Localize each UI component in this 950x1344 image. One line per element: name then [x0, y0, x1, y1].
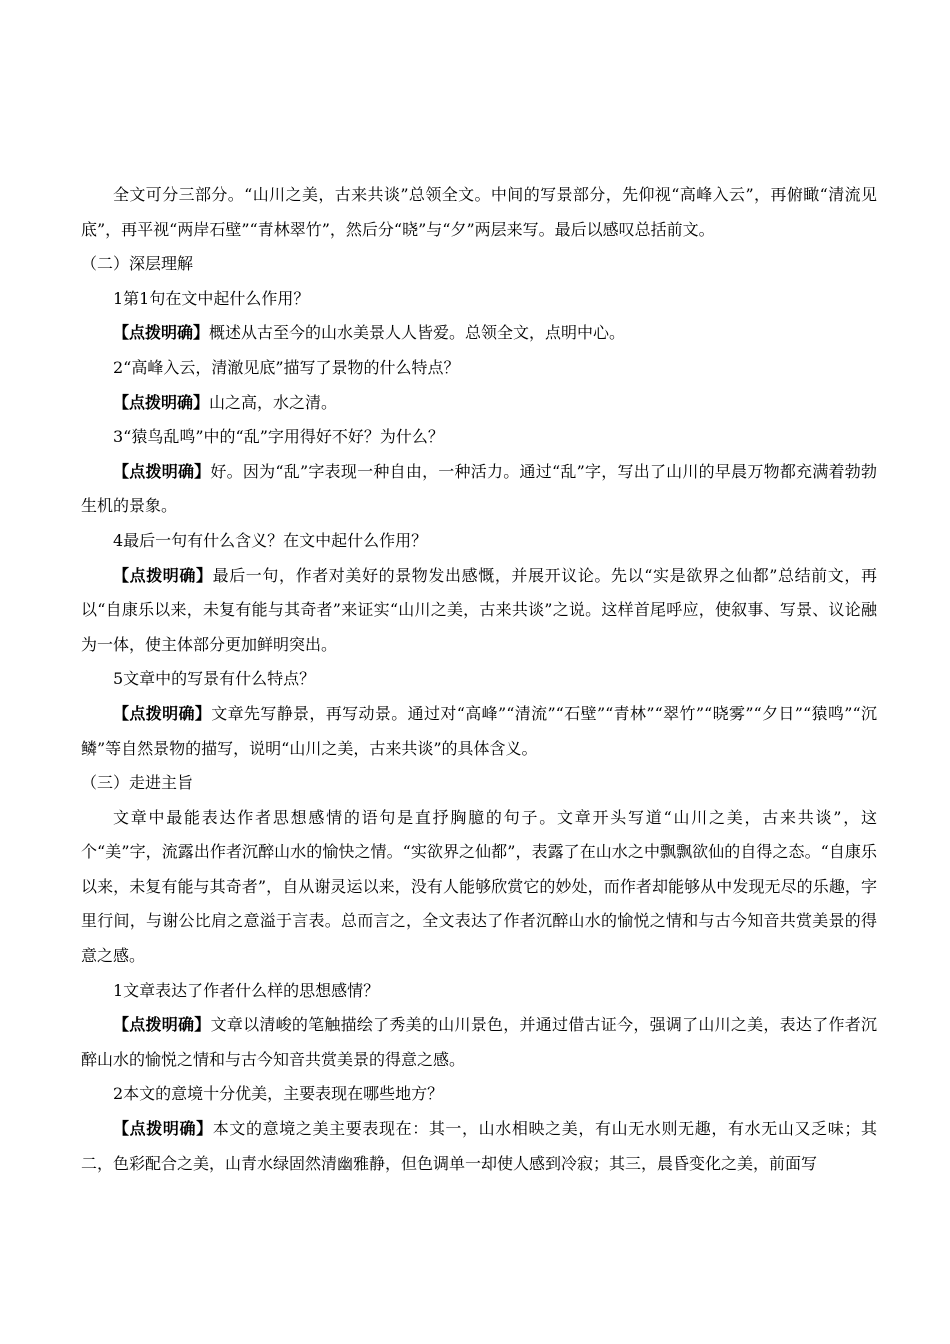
answer-text: 好。因为“乱”字表现一种自由，一种活力。通过“乱”字，写出了山川的早晨万物都充满着勃勃生机的景象。 — [81, 461, 877, 516]
question-2: 2“高峰入云，清澈见底”描写了景物的什么特点？ — [113, 357, 460, 377]
document-body — [81, 178, 877, 1181]
answer-1 — [81, 316, 877, 351]
answer-label: 【点拨明确】 — [113, 1015, 211, 1035]
answer-label: 【点拨明确】 — [113, 565, 213, 585]
question-3: 3“猿鸟乱鸣”中的“乱”字用得好不好？为什么？ — [113, 427, 444, 447]
section-heading-deep-understanding: （二）深层理解 — [81, 254, 194, 274]
answer-label: 【点拨明确】 — [113, 1119, 213, 1139]
intro-paragraph: 全文可分三部分。“山川之美，古来共谈”总领全文。中间的写景部分，先仰视“高峰入云”，再俯瞰“清流见底”，再平视“两岸石壁”“青林翠竹”，然后分“晓”与“夕”两层来写。最后以感叹总括前文。 — [81, 185, 877, 239]
answer-text: 最后一句，作者对美好的景物发出感慨，并展开议论。先以“实是欲界之仙都”总结前文，再以“自康乐以来，未复有能与其奇者”来证实“山川之美，古来共谈”之说。这样首尾呼应，使叙事、写景、议论融为一体，使主体部分更加鲜明突出。 — [81, 565, 877, 654]
answer-text: 概述从古至今的山水美景人人皆爱。总领全文，点明中心。 — [209, 323, 626, 343]
theme-answer-2 — [81, 1112, 877, 1181]
question-5: 5文章中的写景有什么特点？ — [113, 669, 316, 689]
answer-4 — [81, 559, 877, 663]
answer-5 — [81, 697, 877, 766]
answer-text: 文章以清峻的笔触描绘了秀美的山川景色，并通过借古证今，强调了山川之美，表达了作者沉醉山水的愉悦之情和与古今知音共赏美景的得意之感。 — [81, 1015, 877, 1069]
answer-label: 【点拨明确】 — [113, 461, 211, 481]
answer-label: 【点拨明确】 — [113, 323, 210, 343]
answer-label: 【点拨明确】 — [113, 392, 210, 412]
theme-paragraph: 文章中最能表达作者思想感情的语句是直抒胸臆的句子。文章开头写道“山川之美，古来共谈”，这个“美”字，流露出作者沉醉山水的愉快之情。“实欲界之仙都”，表露了在山水之中飘飘欲仙的自得之态。“自康乐以来，未复有能与其奇者”，自从谢灵运以来，没有人能够欣赏它的妙处，而作者却能够从中发现无尽的乐趣，字里行间，与谢公比肩之意溢于言表。总而言之，全文表达了作者沉醉山水的愉悦之情和与古今知音共赏美景的得意之感。 — [81, 807, 877, 966]
section-heading-theme: （三）走进主旨 — [81, 773, 194, 793]
answer-text: 山之高，水之清。 — [209, 392, 338, 412]
question-4: 4最后一句有什么含义？在文中起什么作用？ — [113, 530, 428, 550]
theme-answer-1 — [81, 1008, 877, 1077]
answer-text: 文章先写静景，再写动景。通过对“高峰”“清流”“石壁”“青林”“翠竹”“晓雾”“夕日”“猿鸣”“沉鳞”等自然景物的描写，说明“山川之美，古来共谈”的具体含义。 — [81, 703, 877, 758]
theme-question-1: 1文章表达了作者什么样的思想感情？ — [113, 980, 380, 1000]
answer-label: 【点拨明确】 — [113, 703, 212, 723]
answer-2 — [81, 386, 877, 421]
answer-3 — [81, 455, 877, 524]
theme-question-2: 2本文的意境十分优美，主要表现在哪些地方？ — [113, 1084, 444, 1104]
question-1: 1第1句在文中起什么作用？ — [113, 288, 310, 308]
answer-text: 本文的意境之美主要表现在：其一，山水相映之美，有山无水则无趣，有水无山又乏味；其二，色彩配合之美，山青水绿固然清幽雅静，但色调单一却使人感到冷寂；其三，晨昏变化之美，前面写 — [81, 1119, 877, 1173]
